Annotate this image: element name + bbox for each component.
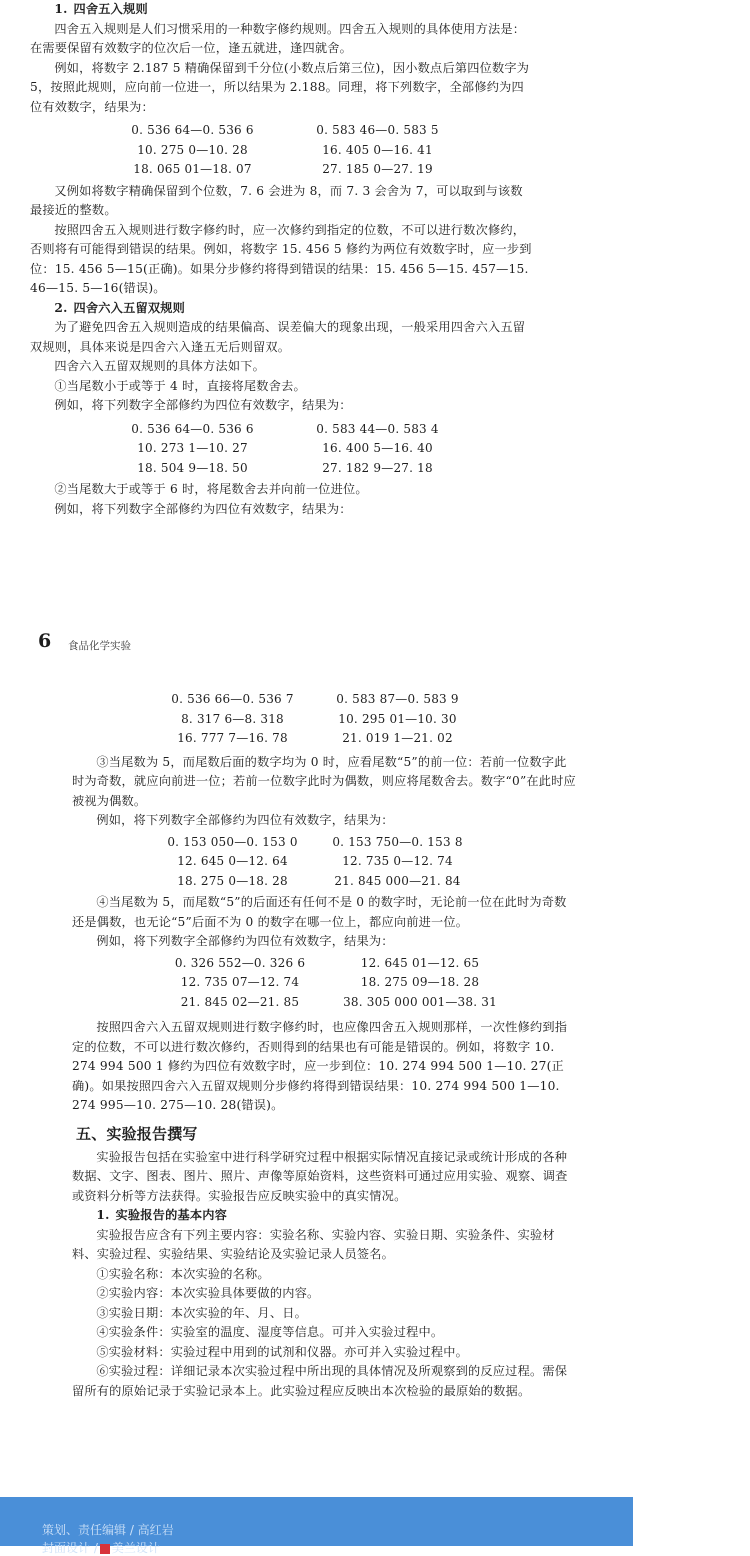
rounding-example: 18. 275 0—18. 28 [177,873,288,888]
rounding-example: 10. 275 0—10. 28 [137,142,248,157]
heading-rounding-rule: 1. 四舍五入规则 [54,2,148,16]
logo-mark-icon [100,1544,110,1554]
rounding-example: 21. 845 02—21. 85 [180,994,300,1009]
running-head: 食品化学实验 [68,640,131,652]
rounding-example: 27. 182 9—27. 18 [322,460,433,475]
rounding-example: 0. 583 87—0. 583 9 [336,692,459,706]
rounding-example: 8. 317 6—8. 318 [181,711,284,726]
rounding-examples-table [150,954,510,1013]
cover-design-credit: 封面设计 / 美兰设计 [42,1541,160,1555]
rounding-example: 16. 405 0—16. 41 [322,142,433,157]
page1-text-block [30,0,535,519]
list-item: ③实验日期：本次实验的年、月、日。 [96,1305,307,1320]
rounding-example: 12. 735 07—12. 74 [180,975,300,989]
paragraph: 例如，将下列数字全部修约为四位有效数字，结果为： [96,813,394,827]
rounding-examples-table [100,121,470,180]
rounding-example: 12. 645 01—12. 65 [360,955,480,970]
list-item: ④实验条件：实验室的温度、湿度等信息。可并入实验过程中。 [96,1325,444,1339]
rounding-example: 38. 305 000 001—38. 31 [343,994,497,1009]
page2-text-block [72,690,578,1401]
paragraph: 又例如将数字精确保留到个位数，7. 6 会进为 8，而 7. 3 会舍为 7，可以取到与该数最接近的整数。 [30,183,523,217]
credits-footer [0,1497,633,1555]
rounding-example: 0. 536 64—0. 536 6 [131,123,254,137]
paragraph: 实验报告包括在实验室中进行科学研究过程中根据实际情况直接记录或统计形成的各种数据、文字、图表、图片、照片、声像等原始资料，这些资料可通过应用实验、观察、调查或资料分析等方法获得。实验报告应反映实验中的真实情况。 [72,1149,568,1203]
rounding-example: 18. 065 01—18. 07 [133,162,252,176]
paragraph: 为了避免四舍五入规则造成的结果偏高、误差偏大的现象出现，一般采用四舍六入五留双规则，具体来说是四舍六入逢五无后则留双。 [30,320,526,354]
rounding-example: 16. 777 7—16. 78 [177,731,288,745]
paragraph: ②当尾数大于或等于 6 时，将尾数舍去并向前一位进位。 [54,482,368,496]
rounding-example: 0. 536 66—0. 536 7 [171,692,294,706]
page-number: 6 [38,630,52,652]
rounding-example: 21. 019 1—21. 02 [342,731,453,745]
rounding-examples-table [100,420,470,479]
paragraph: ③当尾数为 5，而尾数后面的数字均为 0 时，应看尾数“5”的前一位：若前一位数字此时为奇数，就应向前进一位；若前一位数字此时为偶数，则应将尾数舍去。数字“0”在此时应被视为偶数。 [72,754,576,808]
list-item: ⑥实验过程：详细记录本次实验过程中所出现的具体情况及所观察到的反应过程。需保留所有的原始记录于实验记录本上。此实验过程应反映出本次检验的最原始的数据。 [72,1364,568,1398]
rounding-example: 10. 273 1—10. 27 [137,441,248,455]
rounding-example: 10. 295 01—10. 30 [338,711,457,726]
rounding-example: 27. 185 0—27. 19 [322,162,433,176]
rounding-example: 21. 845 000—21. 84 [334,873,461,888]
rounding-examples-table [150,690,480,749]
rounding-example: 18. 504 9—18. 50 [137,460,248,475]
paragraph: 四舍六入五留双规则的具体方法如下。 [54,359,265,373]
list-item: ①实验名称：本次实验的名称。 [96,1266,270,1281]
rounding-example: 12. 735 0—12. 74 [342,854,453,868]
rounding-example: 12. 645 0—12. 64 [177,854,288,868]
paragraph: 例如，将下列数字全部修约为四位有效数字，结果为： [96,934,394,948]
heading-report-contents: 1. 实验报告的基本内容 [96,1208,228,1222]
rounding-examples-table [150,833,480,892]
editor-credit: 策划、责任编辑 / 高红岩 [42,1523,174,1537]
paragraph: 例如，将数字 2.187 5 精确保留到千分位(小数点后第三位)，因小数点后第四位数字为5，按照此规则，应向前一位进一，所以结果为 2.188。同理，将下列数字，全部修约为四位有效数字，结果为： [30,60,530,114]
rounding-example: 16. 400 5—16. 40 [322,441,433,455]
list-item: ⑤实验材料：实验过程中用到的试剂和仪器。亦可并入实验过程中。 [96,1344,469,1359]
paragraph: ④当尾数为 5，而尾数“5”的后面还有任何不是 0 的数字时，无论前一位在此时为奇数还是偶数，也无论“5”后面不为 0 的数字在哪一位上，都应向前进一位。 [72,895,567,929]
paragraph: 按照四舍六入五留双规则进行数字修约时，也应像四舍五入规则那样，一次性修约到指定的位数，不可以进行数次修约，否则得到的结果也有可能是错误的。例如，将数字 10. 274 994 500 1 修约为四位有效数字时，应一步到位：10. 274 994 500 1—10. 27(正确)。如果按照四舍六入五留双规则分步修约将得到错误结果：10. 274 994 500 1—10. 274 995—10. 275—10. 28(错误)。 [72,1020,568,1112]
paragraph: 实验报告应含有下列主要内容：实验名称、实验内容、实验日期、实验条件、实验材料、实验过程、实验结果、实验结论及实验记录人员签名。 [72,1227,555,1261]
rounding-example: 0. 583 46—0. 583 5 [316,123,439,137]
paragraph: 例如，将下列数字全部修约为四位有效数字，结果为： [54,398,352,412]
paragraph: 例如，将下列数字全部修约为四位有效数字，结果为： [54,501,352,516]
paragraph: 四舍五入规则是人们习惯采用的一种数字修约规则。四舍五入规则的具体使用方法是：在需要保留有效数字的位次后一位，逢五就进，逢四就舍。 [30,21,526,55]
rounding-example: 0. 153 750—0. 153 8 [332,834,463,849]
paragraph: ①当尾数小于或等于 4 时，直接将尾数舍去。 [54,378,306,393]
list-item: ②实验内容：本次实验具体要做的内容。 [96,1286,320,1300]
rounding-example: 0. 583 44—0. 583 4 [316,421,439,436]
section-heading: 五、实验报告撰写 [76,1124,198,1143]
rounding-example: 0. 536 64—0. 536 6 [131,421,254,436]
rounding-example: 0. 326 552—0. 326 6 [174,955,306,970]
rounding-example: 0. 153 050—0. 153 0 [167,834,298,849]
rounding-example: 18. 275 09—18. 28 [360,975,480,989]
heading-even-rule: 2. 四舍六入五留双规则 [54,300,186,315]
paragraph: 按照四舍五入规则进行数字修约时，应一次修约到指定的位数，不可以进行数次修约，否则将有可能得到错误的结果。例如，将数字 15. 456 5 修约为两位有效数字时，应一步到位：15. 456 5—15(正确)。如果分步修约将得到错误的结果：15. 456 5—15. 457—15. 46—15. 5—16(错误)。 [30,222,532,295]
